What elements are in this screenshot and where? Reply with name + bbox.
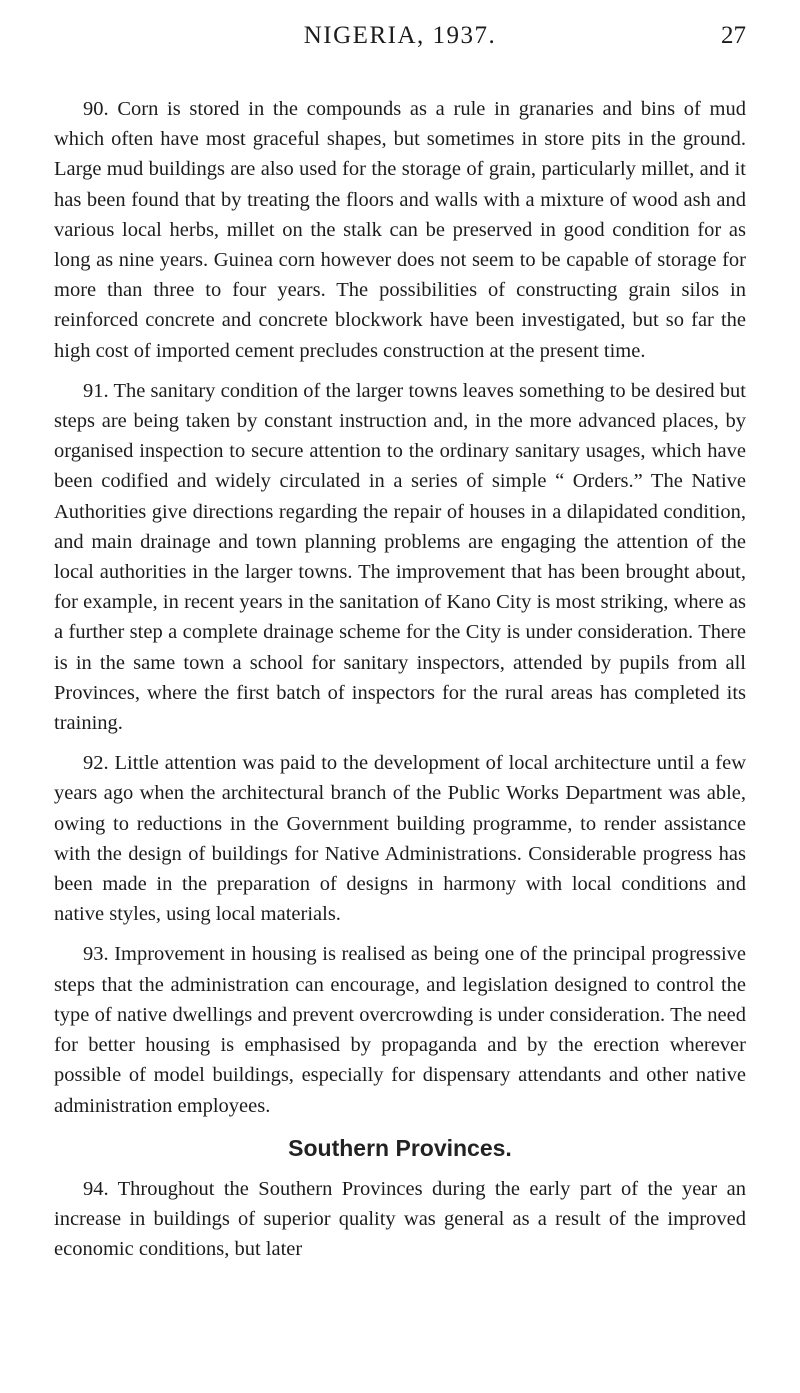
section-heading: Southern Provinces. xyxy=(288,1134,512,1161)
paragraph-90: 90. Corn is stored in the compounds as a rule in granaries and bins of mud which often have most graceful shapes, but sometimes in store pits in the ground. Large mud buildings are also used for the storage of grain, particularly millet, and it has been found that by treating the floors and walls with a mixture of wood ash and various local herbs, millet on the stalk can be preserved in good condition for as long as nine years. Guinea corn however does not seem to be capable of storage for more than three to four years. The possibilities of constructing grain silos in reinforced concrete and concrete blockwork have been investigated, but so far the high cost of imported cement precludes construction at the present time. xyxy=(54,98,746,362)
body-text xyxy=(54,94,746,1274)
page-number: 27 xyxy=(721,22,746,49)
paragraph-94: 94. Throughout the Southern Provinces during the early part of the year an increase in buildings of superior quality was general as a result of the improved economic conditions, but later xyxy=(54,1177,746,1261)
paragraph-93: 93. Improvement in housing is realised as being one of the principal progressive steps that the administration can encourage, and legislation designed to control the type of native dwellings and prevent overcrowding is under consideration. The need for better housing is emphasised by propaganda and by the erection wherever possible of model buildings, especially for dispensary attendants and other native administration employees. xyxy=(54,943,746,1117)
paragraph-92: 92. Little attention was paid to the development of local architecture until a few years ago when the architectural branch of the Public Works Department was able, owing to reductions in the Government building programme, to render assistance with the design of buildings for Native Administrations. Considerable progress has been made in the preparation of designs in harmony with local conditions and native styles, using local materials. xyxy=(54,752,746,926)
running-header xyxy=(54,22,746,62)
header-title: NIGERIA, 1937. xyxy=(303,22,497,49)
paragraph-91: 91. The sanitary condition of the larger towns leaves something to be desired but steps are being taken by constant instruction and, in the more advanced places, by organised inspection to secure attention to the ordinary sanitary usages, which have been codified and widely circulated in a series of simple “ Orders.” The Native Authorities give directions regarding the repair of houses in a dilapidated condition, and main drainage and town planning problems are engaging the attention of the local authorities in the larger towns. The improvement that has been brought about, for example, in recent years in the sanitation of Kano City is most striking, where as a further step a complete drainage scheme for the City is under consideration. There is in the same town a school for sanitary inspectors, attended by pupils from all Provinces, where the first batch of inspectors for the rural areas has completed its training. xyxy=(54,379,746,735)
